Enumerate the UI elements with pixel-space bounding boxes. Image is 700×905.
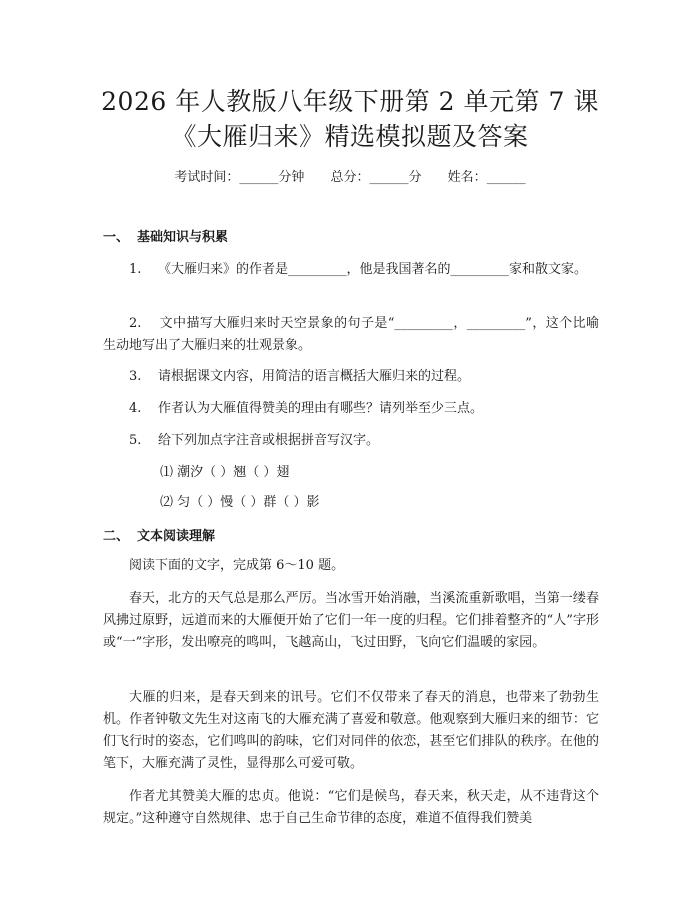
section-heading-1: 一、 基础知识与积累	[103, 230, 229, 245]
page-title: 2026 年人教版八年级下册第 2 单元第 7 课	[101, 87, 599, 116]
question-5-part-2: ⑵ 匀（ ）慢（ ）群（ ）影	[160, 495, 320, 510]
section-heading-2: 二、 文本阅读理解	[103, 529, 216, 544]
question-5-part-1: ⑴ 潮汐（ ）翘（ ）翅	[160, 465, 290, 480]
reading-paragraph-1: 春天，北方的天气总是那么严厉。当冰雪开始消融，当溪流重新歌唱，当第一缕春风拂过原野，远道而来的大雁便开始了它们一年一度的归程。它们排着整齐的“人”字形或“一”字形，发出嘹亮的鸣叫，飞越高山，飞过田野，飞向它们温暖的家园。	[103, 591, 599, 650]
question-5: 5. 给下列加点字注音或根据拼音写汉字。	[129, 433, 379, 448]
exam-meta	[0, 169, 700, 187]
question-4: 4. 作者认为大雁值得赞美的理由有哪些？请列举至少三点。	[129, 401, 483, 416]
question-3: 3. 请根据课文内容，用简洁的语言概括大雁归来的过程。	[129, 369, 470, 384]
question-2: 2. 文中描写大雁归来时天空景象的句子是“_________，_________”，这个比喻生动地写出了大雁归来的壮观景象。	[103, 316, 600, 353]
exam-time: 考试时间：______分钟	[174, 170, 305, 185]
question-1: 1. 《大雁归来》的作者是_________，他是我国著名的_________家和散文家。	[129, 262, 587, 277]
exam-score: 总分：______分	[330, 170, 422, 185]
student-name: 姓名：______	[447, 170, 526, 185]
reading-paragraph-2: 大雁的归来，是春天到来的讯号。它们不仅带来了春天的消息，也带来了勃勃生机。作者钟敬文先生对这南飞的大雁充满了喜爱和敬意。他观察到大雁归来的细节：它们飞行时的姿态，它们鸣叫的韵味，它们对同伴的依恋，甚至它们排队的秩序。在他的笔下，大雁充满了灵性，显得那么可爱可敬。	[103, 690, 599, 771]
page-subtitle: 《大雁归来》精选模拟题及答案	[171, 122, 529, 151]
reading-paragraph-3: 作者尤其赞美大雁的忠贞。他说：“它们是候鸟，春天来，秋天走，从不违背这个规定。”这种遵守自然规律、忠于自己生命节律的态度，难道不值得我们赞美	[103, 789, 599, 826]
reading-intro: 阅读下面的文字，完成第 6～10 题。	[129, 558, 345, 573]
